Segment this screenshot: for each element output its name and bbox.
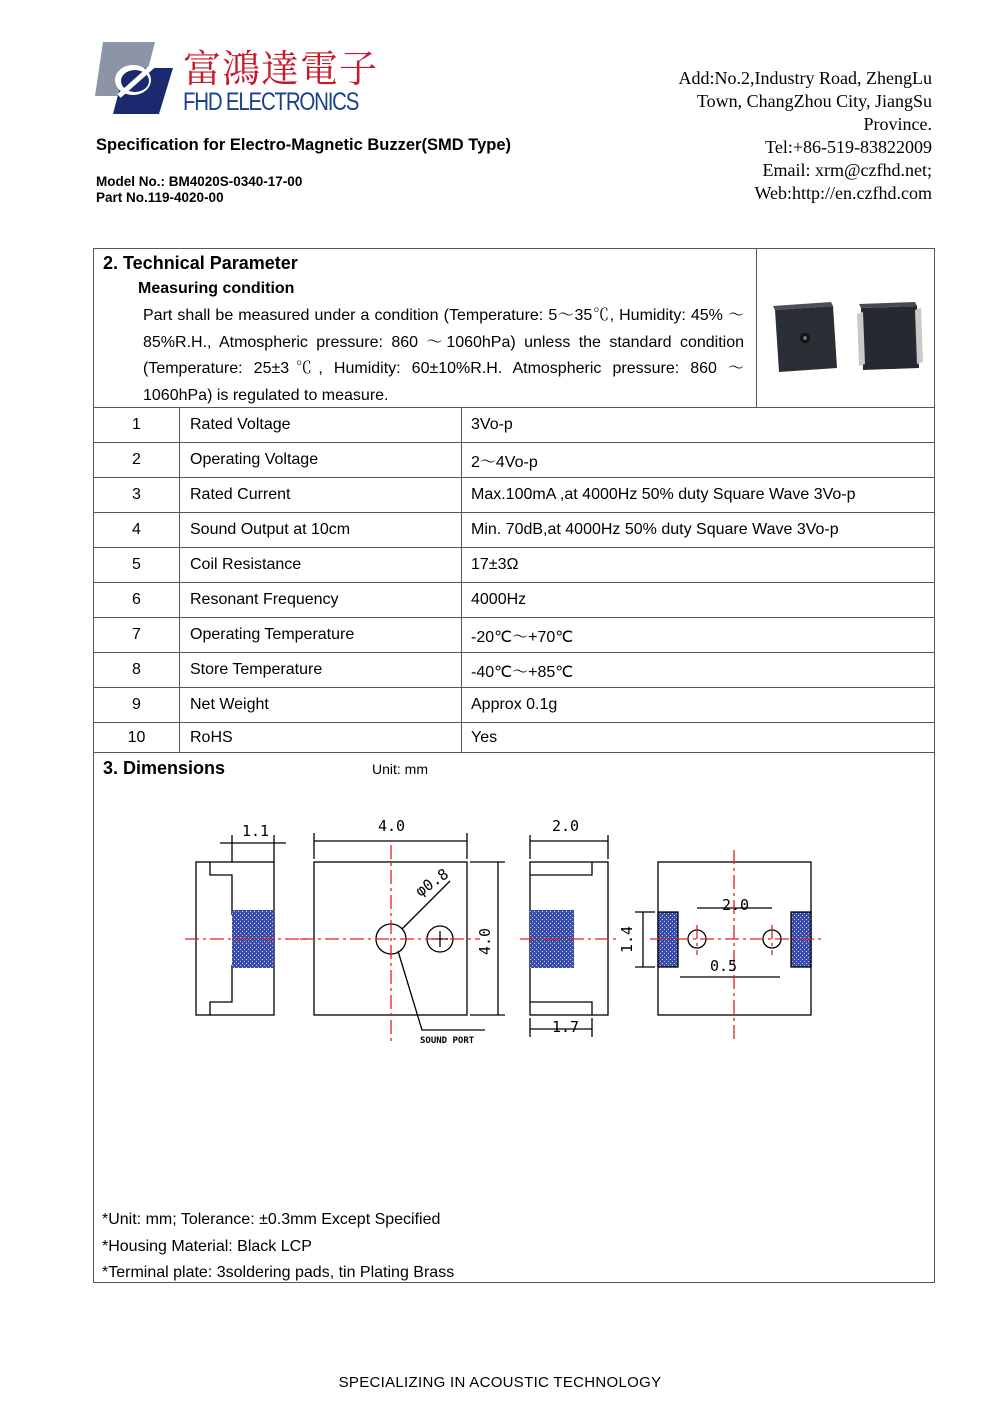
row-number: 2 xyxy=(94,443,180,478)
table-row xyxy=(94,653,935,688)
note-line: *Unit: mm; Tolerance: ±0.3mm Except Specified xyxy=(102,1211,441,1228)
row-number: 9 xyxy=(94,688,180,723)
param-name: Operating Voltage xyxy=(180,443,462,478)
table-row xyxy=(94,723,935,753)
table-row xyxy=(94,513,935,548)
param-name: Operating Temperature xyxy=(180,618,462,653)
logo-mark-icon xyxy=(95,38,175,118)
company-logo xyxy=(95,38,379,123)
param-value: 17±3Ω xyxy=(462,548,935,583)
dimensions-heading: 3. Dimensions xyxy=(103,758,226,778)
param-value: 3Vo-p xyxy=(462,408,935,443)
side-view xyxy=(196,835,286,1015)
dim-label: 2.0 xyxy=(722,896,750,914)
dim-label: 1.7 xyxy=(552,1018,580,1036)
table-row xyxy=(94,408,935,443)
dim-label: 1.1 xyxy=(242,822,270,840)
table-row xyxy=(94,688,935,723)
param-value: Approx 0.1g xyxy=(462,688,935,723)
row-number: 5 xyxy=(94,548,180,583)
table-row xyxy=(94,618,935,653)
param-value: Min. 70dB,at 4000Hz 50% duty Square Wave 3Vo-p xyxy=(462,513,935,548)
row-number: 6 xyxy=(94,583,180,618)
row-number: 7 xyxy=(94,618,180,653)
dim-label: 1.4 xyxy=(618,925,636,953)
row-number: 3 xyxy=(94,478,180,513)
sound-port-label: SOUND PORT xyxy=(420,1036,475,1046)
product-photo xyxy=(756,248,935,407)
param-name: Rated Voltage xyxy=(180,408,462,443)
row-number: 8 xyxy=(94,653,180,688)
model-info xyxy=(96,174,302,206)
table-row xyxy=(94,548,935,583)
model-number: Model No.: BM4020S-0340-17-00 xyxy=(96,174,303,189)
note-line: *Housing Material: Black LCP xyxy=(102,1237,312,1255)
param-value: 2～4Vo-p xyxy=(462,443,935,478)
param-name: Resonant Frequency xyxy=(180,583,462,618)
dim-label: 0.5 xyxy=(710,957,738,975)
parameter-table xyxy=(93,407,935,753)
param-value: Max.100mA ,at 4000Hz 50% duty Square Wave 3Vo-p xyxy=(462,478,935,513)
param-name: Rated Current xyxy=(180,478,462,513)
technical-heading: 2. Technical Parameter xyxy=(103,253,298,273)
logo-chinese-text: 富鴻達電子 xyxy=(183,47,379,91)
company-address xyxy=(602,67,932,205)
part-number: Part No.119-4020-00 xyxy=(96,190,224,205)
address-line: Add:No.2,Industry Road, ZhengLu xyxy=(678,68,932,88)
param-name: RoHS xyxy=(180,723,462,753)
table-row xyxy=(94,583,935,618)
buzzer-photo-icon xyxy=(757,248,935,406)
web-line: Web:http://en.czfhd.com xyxy=(754,183,932,203)
table-row xyxy=(94,443,935,478)
param-value: -20℃～+70℃ xyxy=(462,618,935,653)
email-line: Email: xrm@czfhd.net; xyxy=(762,160,932,180)
row-number: 4 xyxy=(94,513,180,548)
dim-label: 2.0 xyxy=(552,817,580,835)
dim-label: 4.0 xyxy=(378,817,406,835)
notes xyxy=(102,1207,454,1287)
phone-line: Tel:+86-519-83822009 xyxy=(765,137,932,157)
row-number: 1 xyxy=(94,408,180,443)
dim-label: 4.0 xyxy=(476,927,494,955)
row-number: 10 xyxy=(94,723,180,753)
footer-tagline: SPECIALIZING IN ACOUSTIC TECHNOLOGY xyxy=(338,1374,662,1391)
param-value: -40℃～+85℃ xyxy=(462,653,935,688)
front-view xyxy=(530,835,608,1037)
dimensions-unit: Unit: mm xyxy=(372,761,428,777)
address-line: Town, ChangZhou City, JiangSu xyxy=(696,91,932,111)
note-line: *Terminal plate: 3soldering pads, tin Plating Brass xyxy=(102,1264,455,1281)
address-line: Province. xyxy=(863,114,932,134)
param-value: 4000Hz xyxy=(462,583,935,618)
param-name: Sound Output at 10cm xyxy=(180,513,462,548)
table-row xyxy=(94,478,935,513)
dim-label: φ0.8 xyxy=(411,864,452,901)
param-name: Store Temperature xyxy=(180,653,462,688)
param-name: Net Weight xyxy=(180,688,462,723)
measuring-text: Part shall be measured under a condition (Temperature: 5～35℃, Humidity: 45% ～ 85%R.H., Atmospheric pressure: 860 ～1060hPa) unless the standard condition (Temperature: 25±3℃, Humidity: 60±10%R.H. Atmospheric pressure: 860 ～1060hPa) is regulated to measure. xyxy=(143,307,745,404)
spec-title: Specification for Electro-Magnetic Buzzer(SMD Type) xyxy=(96,136,511,154)
param-value: Yes xyxy=(462,723,935,753)
dimension-drawing xyxy=(180,805,840,1055)
param-name: Coil Resistance xyxy=(180,548,462,583)
logo-english-text: FHD ELECTRONICS xyxy=(183,88,359,116)
measuring-heading: Measuring condition xyxy=(138,280,295,297)
